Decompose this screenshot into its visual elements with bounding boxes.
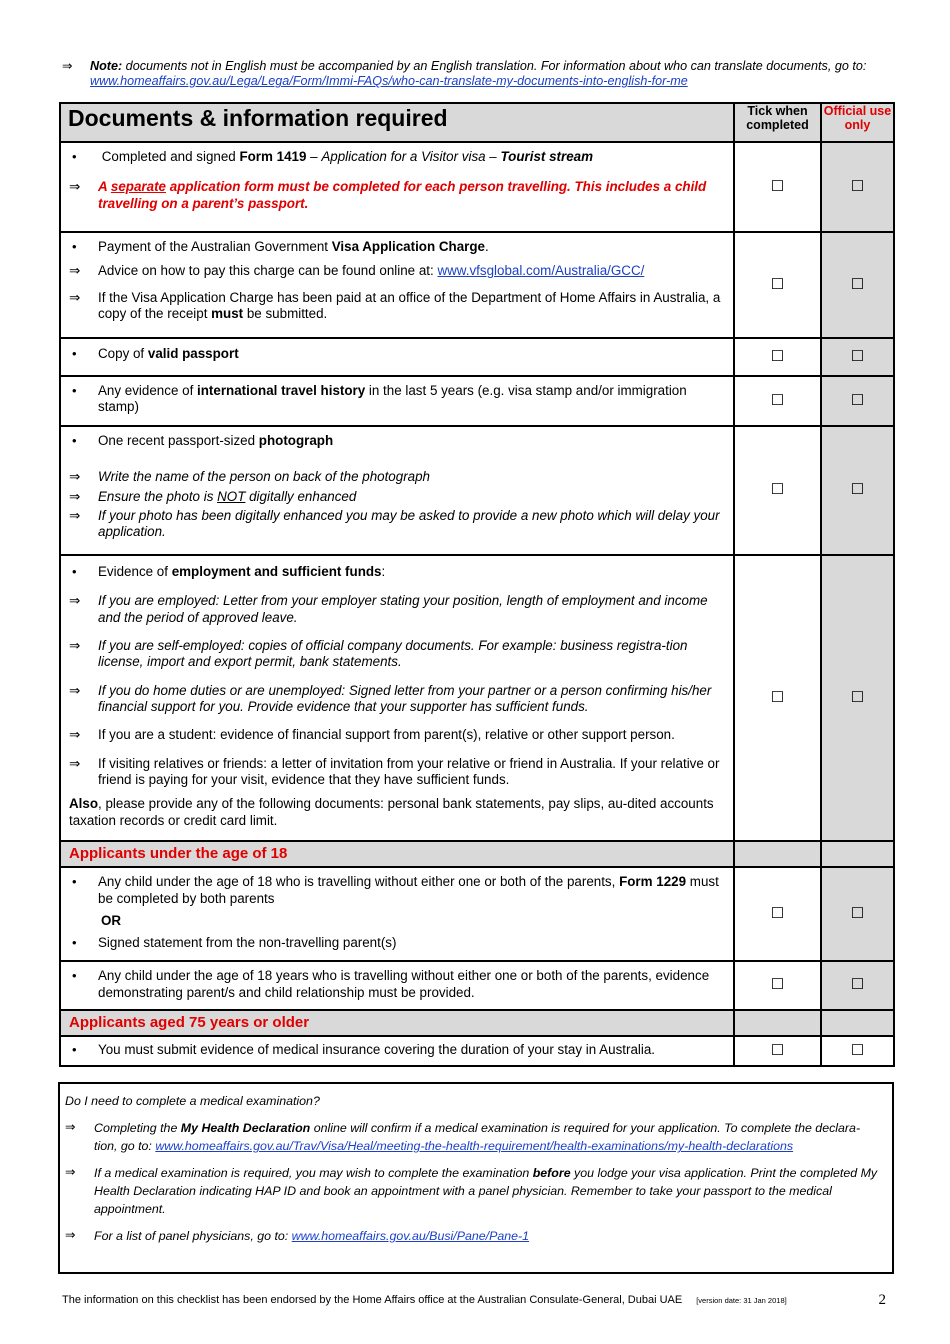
tick-checkbox[interactable]: ☐ [734,232,821,338]
table-row [60,232,894,338]
arrow-icon: ⇒ [65,1228,76,1243]
table-row [60,376,894,426]
list-item: • Payment of the Australian Government Visa Application Charge. [72,239,489,254]
page-footer [62,1294,892,1307]
official-checkbox: ☐ [821,555,894,841]
list-item: • Completed and signed Form 1419 – Application for a Visitor visa – Tourist stream [72,149,594,164]
bullet-icon: • [72,968,77,984]
official-checkbox: ☐ [821,867,894,961]
bullet-icon: • [72,433,77,448]
arrow-icon: ⇒ [65,1165,76,1180]
version-date: [version date: 31 Jan 2018] [696,1296,787,1305]
table-row [60,961,894,1010]
tick-checkbox[interactable]: ☐ [734,142,821,232]
arrow-icon: ⇒ [69,469,81,485]
tick-checkbox[interactable]: ☐ [734,867,821,961]
tick-checkbox[interactable]: ☐ [734,961,821,1010]
list-item: ⇒ If you are employed: Letter from your employer stating your position, length of employment and income and the period of approved leave. [69,593,708,625]
official-checkbox: ☐ [821,338,894,376]
documents-checklist-table [59,102,895,1067]
bullet-icon: • [72,935,77,951]
bullet-icon: • [72,383,77,398]
vfs-link[interactable]: www.vfsglobal.com/Australia/GCC/ [437,263,645,279]
arrow-icon: ⇒ [65,1120,76,1135]
table-row [60,142,894,232]
list-item: ⇒ If you do home duties or are unemployed: Signed letter from your partner or a person confirming his/her financial support for you. Provide evidence that your supporter has sufficient funds. [69,682,712,715]
list-item: ⇒ Ensure the photo is NOT digitally enhanced [69,488,357,504]
official-checkbox: ☐ [821,426,894,555]
table-row [60,555,894,841]
translation-note [62,59,892,90]
tick-checkbox[interactable]: ☐ [734,376,821,426]
section-header-under-18 [60,841,894,867]
list-item: ⇒ A separate application form must be completed for each person travelling. This includes a child travelling on a parent’s passport. [69,179,707,211]
arrow-icon: ⇒ [69,508,81,524]
list-item: ⇒ If you are self-employed: copies of official company documents. For example: business registra-tion license, import and export permit, bank statements. [69,638,688,670]
health-declaration-link[interactable]: www.homeaffairs.gov.au/Trav/Visa/Heal/meeting-the-health-requirement/health-examinations/my-health-declarations [155,1139,794,1154]
tick-checkbox[interactable]: ☐ [734,426,821,555]
list-item: • Evidence of employment and sufficient funds: [72,564,386,579]
translation-link[interactable]: www.homeaffairs.gov.au/Lega/Lega/Form/Immi-FAQs/who-can-translate-my-documents-into-english-for-me [90,74,688,89]
bullet-icon: • [72,1042,77,1058]
official-checkbox: ☐ [821,1036,894,1066]
list-item: ⇒ If your photo has been digitally enhanced you may be asked to provide a new photo which will delay your application. [69,508,720,540]
bullet-icon: • [72,149,77,164]
panel-physicians-link[interactable]: www.homeaffairs.gov.au/Busi/Pane/Pane-1 [291,1229,530,1244]
table-title: Documents & information required [60,103,734,142]
list-item: • Any child under the age of 18 who is travelling without either one or both of the parents, Form 1229 must be completed by both parents [72,874,719,906]
tick-column-header: Tick when completed [734,103,821,142]
table-row [60,338,894,376]
list-item: ⇒ Completing the My Health Declaration online will confirm if a medical examination is required for your application. To complete the declara-tion, go to: www.homeaffairs.gov.au/Trav/Visa/Heal/meeting-the-health-requirement/health-examinations/my-health-declarations [65,1120,861,1154]
arrow-icon: ⇒ [69,638,81,654]
arrow-icon: ⇒ [69,179,81,195]
section-header-over-75 [60,1010,894,1036]
table-row [60,426,894,555]
table-row [60,867,894,961]
arrow-icon: ⇒ [69,727,81,743]
bullet-icon: • [72,346,77,361]
arrow-icon: ⇒ [69,593,81,609]
or-separator: OR [101,912,122,928]
list-item: • One recent passport-sized photograph [72,433,334,448]
page-number: 2 [878,1292,886,1308]
section-title: Applicants under the age of 18 [60,841,734,867]
footer-text: The information on this checklist has been endorsed by the Home Affairs office at the Australian Consulate-General, Dubai UAE [62,1294,683,1306]
note-text: documents not in English must be accompanied by an English translation. For information about who can translate documents, go to: [122,59,867,73]
arrow-icon: ⇒ [69,755,81,771]
list-item: ⇒ If you are a student: evidence of financial support from parent(s), relative or other support person. [69,727,675,743]
arrow-icon: ⇒ [69,682,81,698]
table-row [60,1036,894,1066]
tick-checkbox[interactable]: ☐ [734,555,821,841]
medical-question: Do I need to complete a medical examination? [65,1094,320,1108]
arrow-icon: ⇒ [62,59,73,73]
official-checkbox: ☐ [821,142,894,232]
tick-checkbox[interactable]: ☐ [734,338,821,376]
also-paragraph: Also, please provide any of the following documents: personal bank statements, pay slips, au-dited accounts taxation records or credit card limit. [69,796,714,828]
list-item: • Signed statement from the non-travelling parent(s) [72,935,397,951]
table-header [60,103,894,142]
arrow-icon: ⇒ [69,289,81,305]
list-item: ⇒ Write the name of the person on back of the photograph [69,469,431,485]
medical-examination-box [58,1082,894,1274]
bullet-icon: • [72,239,77,254]
arrow-icon: ⇒ [69,263,81,279]
official-checkbox: ☐ [821,232,894,338]
list-item: • Any child under the age of 18 years who is travelling without either one or both of the parents, evidence demonstrating parent/s and child relationship must be provided. [72,968,710,1000]
list-item: • Copy of valid passport [72,346,239,361]
list-item: ⇒ Advice on how to pay this charge can be found online at: www.vfsglobal.com/Australia/GCC/ [69,263,645,279]
bullet-icon: • [72,564,77,579]
list-item: ⇒ If a medical examination is required, you may wish to complete the examination before you lodge your visa application. Print the completed My Health Declaration indicating HAP ID and book an appointment with a panel physician. Remember to take your passport to the medical appointment. [65,1165,878,1217]
tick-checkbox[interactable]: ☐ [734,1036,821,1066]
official-checkbox: ☐ [821,961,894,1010]
list-item: • Any evidence of international travel history in the last 5 years (e.g. visa stamp and/or immigration stamp) [72,383,687,415]
note-label: Note: [90,59,123,73]
official-use-header: Official use only [821,103,894,142]
list-item: ⇒ If visiting relatives or friends: a letter of invitation from your relative or friend in Australia. If your relative or friend is paying for your visit, evidence that they have sufficient funds. [69,755,720,788]
section-title: Applicants aged 75 years or older [60,1010,734,1036]
bullet-icon: • [72,874,77,890]
official-checkbox: ☐ [821,376,894,426]
list-item: • You must submit evidence of medical insurance covering the duration of your stay in Australia. [72,1042,656,1058]
list-item: ⇒ For a list of panel physicians, go to: www.homeaffairs.gov.au/Busi/Pane/Pane-1 [65,1228,530,1244]
list-item: ⇒ If the Visa Application Charge has been paid at an office of the Department of Home Affairs in Australia, a copy of the receipt must be submitted. [69,289,721,322]
arrow-icon: ⇒ [69,488,81,504]
